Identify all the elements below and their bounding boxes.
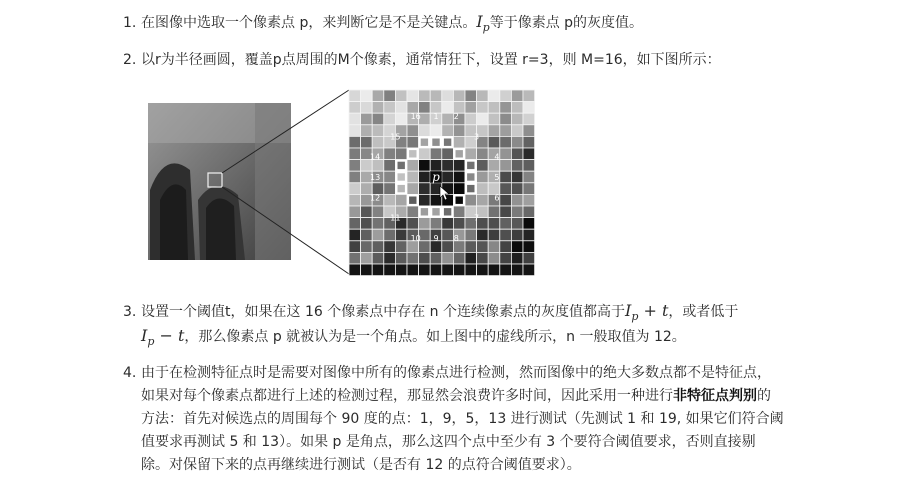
grid-pixel bbox=[349, 264, 361, 276]
grid-pixel bbox=[407, 183, 419, 195]
grid-pixel bbox=[349, 252, 361, 264]
grid-pixel bbox=[500, 102, 512, 114]
grid-pixel bbox=[523, 160, 535, 172]
grid-pixel bbox=[477, 160, 489, 172]
step-4-line-4: 值要求再测试 5 和 13）。如果 p 是角点，那么这四个点中至少有 3 个要符合阈值要求，否则直接剔 bbox=[141, 434, 756, 450]
grid-pixel bbox=[465, 241, 477, 253]
step-1-text-b: 等于像素点 p的灰度值。 bbox=[489, 15, 644, 31]
step-3-text-b: ，或者低于 bbox=[668, 304, 739, 320]
grid-pixel bbox=[372, 252, 384, 264]
grid-pixel bbox=[430, 148, 442, 160]
grid-pixel bbox=[395, 194, 407, 206]
grid-pixel bbox=[453, 136, 465, 148]
grid-pixel bbox=[407, 218, 419, 230]
grid-pixel bbox=[372, 136, 384, 148]
grid-pixel bbox=[465, 252, 477, 264]
math-ip-plus-t: $I_p + t$ bbox=[624, 301, 669, 324]
grid-pixel bbox=[465, 102, 477, 114]
grid-pixel bbox=[523, 171, 535, 183]
grid-pixel bbox=[500, 148, 512, 160]
grid-pixel bbox=[407, 125, 419, 137]
grid-pixel bbox=[511, 241, 523, 253]
grid-pixel bbox=[349, 90, 361, 102]
grid-pixel bbox=[500, 136, 512, 148]
grid-pixel bbox=[500, 264, 512, 276]
grid-pixel bbox=[395, 90, 407, 102]
grid-pixel bbox=[395, 148, 407, 160]
circle-label: 13 bbox=[370, 173, 381, 182]
grid-pixel bbox=[419, 160, 431, 172]
grid-pixel bbox=[442, 218, 454, 230]
grid-pixel bbox=[511, 183, 523, 195]
grid-pixel bbox=[523, 252, 535, 264]
grid-pixel bbox=[477, 113, 489, 125]
grid-pixel bbox=[453, 218, 465, 230]
grid-pixel bbox=[511, 125, 523, 137]
grid-pixel bbox=[349, 160, 361, 172]
circle-label: 14 bbox=[370, 152, 381, 162]
circle-label: 11 bbox=[390, 213, 401, 223]
grid-pixel bbox=[361, 206, 373, 218]
grid-pixel bbox=[349, 194, 361, 206]
grid-pixel bbox=[384, 160, 396, 172]
grid-pixel bbox=[488, 125, 500, 137]
grid-pixel bbox=[407, 160, 419, 172]
step-4-line-2: 如果对每个像素点都进行上述的检测过程，那显然会浪费许多时间，因此采用一种进行非特征点判别的 bbox=[141, 388, 771, 404]
grid-pixel bbox=[523, 136, 535, 148]
grid-pixel bbox=[419, 218, 431, 230]
grid-pixel bbox=[384, 229, 396, 241]
grid-pixel bbox=[442, 241, 454, 253]
grid-pixel bbox=[361, 125, 373, 137]
grid-pixel bbox=[372, 90, 384, 102]
grid-pixel bbox=[442, 102, 454, 114]
grid-pixel bbox=[488, 113, 500, 125]
grid-pixel bbox=[395, 113, 407, 125]
grid-pixel bbox=[523, 102, 535, 114]
grid-pixel bbox=[372, 229, 384, 241]
step-number: 2. bbox=[123, 52, 137, 68]
grid-pixel bbox=[442, 90, 454, 102]
grid-pixel bbox=[500, 241, 512, 253]
grid-pixel bbox=[372, 125, 384, 137]
grid-pixel bbox=[465, 194, 477, 206]
grid-pixel bbox=[419, 125, 431, 137]
grid-pixel bbox=[500, 252, 512, 264]
grid-pixel bbox=[419, 264, 431, 276]
grid-pixel bbox=[372, 241, 384, 253]
grid-pixel bbox=[477, 148, 489, 160]
grid-pixel bbox=[453, 160, 465, 172]
step-4-line-1: 由于在检测特征点时是需要对图像中所有的像素点进行检测，然而图像中的绝大多数点都不是特征点， bbox=[141, 365, 771, 381]
circle-label: 7 bbox=[474, 213, 480, 223]
grid-pixel bbox=[488, 90, 500, 102]
grid-pixel bbox=[384, 148, 396, 160]
bold-term: 非特征点判别 bbox=[673, 388, 757, 404]
grid-pixel bbox=[488, 206, 500, 218]
source-photo bbox=[148, 103, 291, 260]
grid-pixel bbox=[500, 218, 512, 230]
grid-pixel bbox=[453, 264, 465, 276]
grid-pixel bbox=[453, 171, 465, 183]
grid-pixel bbox=[511, 102, 523, 114]
grid-pixel bbox=[349, 206, 361, 218]
grid-pixel bbox=[419, 183, 431, 195]
grid-pixel bbox=[523, 90, 535, 102]
grid-pixel bbox=[361, 264, 373, 276]
grid-pixel bbox=[488, 241, 500, 253]
grid-pixel bbox=[465, 229, 477, 241]
grid-pixel bbox=[523, 241, 535, 253]
grid-pixel bbox=[349, 229, 361, 241]
step-4-line-5: 除。对保留下来的点再继续进行测试（是否有 12 的点符合阈值要求）。 bbox=[141, 457, 581, 473]
grid-pixel bbox=[384, 171, 396, 183]
step-4 bbox=[123, 361, 823, 385]
grid-pixel bbox=[384, 90, 396, 102]
circle-label: 6 bbox=[494, 193, 500, 203]
grid-pixel bbox=[384, 241, 396, 253]
grid-pixel bbox=[430, 252, 442, 264]
grid-pixel bbox=[361, 241, 373, 253]
grid-pixel bbox=[395, 264, 407, 276]
grid-pixel bbox=[384, 183, 396, 195]
grid-pixel bbox=[477, 102, 489, 114]
grid-pixel bbox=[361, 136, 373, 148]
grid-pixel bbox=[372, 218, 384, 230]
grid-pixel bbox=[477, 194, 489, 206]
grid-pixel bbox=[523, 206, 535, 218]
grid-pixel bbox=[384, 113, 396, 125]
grid-pixel bbox=[465, 148, 477, 160]
step-3-text-c: ，那么像素点 p 就被认为是一个角点。如上图中的虚线所示，n 一般取值为 12。 bbox=[184, 329, 686, 345]
grid-pixel bbox=[361, 90, 373, 102]
circle-label: 9 bbox=[433, 233, 439, 243]
grid-pixel bbox=[349, 218, 361, 230]
grid-pixel bbox=[453, 125, 465, 137]
grid-pixel bbox=[523, 194, 535, 206]
grid-pixel bbox=[500, 206, 512, 218]
grid-pixel bbox=[442, 229, 454, 241]
grid-pixel bbox=[453, 206, 465, 218]
grid-pixel bbox=[442, 264, 454, 276]
grid-pixel bbox=[419, 171, 431, 183]
grid-pixel bbox=[442, 171, 454, 183]
grid-pixel bbox=[442, 252, 454, 264]
grid-pixel bbox=[453, 90, 465, 102]
grid-pixel bbox=[395, 229, 407, 241]
step-1-text-a: 在图像中选取一个像素点 p，来判断它是不是关键点。 bbox=[141, 15, 477, 31]
step-number: 3. bbox=[123, 304, 137, 320]
grid-pixel bbox=[511, 264, 523, 276]
grid-pixel bbox=[500, 183, 512, 195]
circle-label: 16 bbox=[410, 112, 421, 122]
circle-label: 4 bbox=[494, 152, 500, 162]
grid-pixel bbox=[511, 252, 523, 264]
grid-pixel bbox=[477, 252, 489, 264]
grid-pixel bbox=[372, 264, 384, 276]
grid-pixel bbox=[500, 229, 512, 241]
circle-label: 3 bbox=[474, 132, 480, 142]
grid-pixel bbox=[419, 252, 431, 264]
grid-pixel bbox=[349, 171, 361, 183]
step-3-text-a: 设置一个阈值t，如果在这 16 个像素点中存在 n 个连续像素点的灰度值都高于 bbox=[141, 304, 625, 320]
grid-pixel bbox=[523, 229, 535, 241]
grid-pixel bbox=[523, 218, 535, 230]
step-4-line-3: 方法：首先对候选点的周围每个 90 度的点：1，9，5，13 进行测试（先测试 1 和 19, 如果它们符合阈 bbox=[141, 411, 784, 427]
step-number: 1. bbox=[123, 15, 137, 31]
grid-pixel bbox=[442, 113, 454, 125]
grid-pixel bbox=[372, 206, 384, 218]
circle-label: 8 bbox=[453, 233, 459, 243]
step-2-text: 以r为半径画圆，覆盖p点周围的M个像素，通常情狂下，设置 r=3，则 M=16，如下图所示： bbox=[141, 52, 721, 68]
grid-pixel bbox=[407, 264, 419, 276]
grid-pixel bbox=[477, 90, 489, 102]
grid-pixel bbox=[384, 264, 396, 276]
grid-pixel bbox=[419, 148, 431, 160]
grid-pixel bbox=[500, 160, 512, 172]
grid-pixel bbox=[511, 160, 523, 172]
grid-pixel bbox=[488, 229, 500, 241]
math-ip: $I_p$ bbox=[476, 12, 490, 35]
grid-pixel bbox=[453, 183, 465, 195]
grid-pixel bbox=[500, 125, 512, 137]
grid-pixel bbox=[511, 194, 523, 206]
grid-pixel bbox=[488, 218, 500, 230]
grid-pixel bbox=[511, 171, 523, 183]
grid-pixel bbox=[500, 90, 512, 102]
grid-pixel bbox=[477, 229, 489, 241]
grid-pixel bbox=[477, 241, 489, 253]
grid-pixel bbox=[442, 148, 454, 160]
grid-pixel bbox=[407, 136, 419, 148]
grid-pixel bbox=[477, 183, 489, 195]
grid-pixel bbox=[349, 136, 361, 148]
grid-pixel bbox=[384, 252, 396, 264]
grid-pixel bbox=[395, 241, 407, 253]
grid-pixel bbox=[442, 125, 454, 137]
circle-label: 2 bbox=[453, 112, 459, 122]
circle-label: 5 bbox=[494, 173, 500, 182]
grid-pixel bbox=[430, 125, 442, 137]
grid-pixel bbox=[407, 206, 419, 218]
grid-pixel bbox=[349, 113, 361, 125]
grid-pixel bbox=[477, 171, 489, 183]
grid-pixel bbox=[349, 148, 361, 160]
math-ip-minus-t: $I_p - t$ bbox=[141, 326, 185, 349]
grid-pixel bbox=[511, 113, 523, 125]
grid-pixel bbox=[349, 102, 361, 114]
grid-pixel bbox=[384, 194, 396, 206]
grid-pixel bbox=[511, 229, 523, 241]
grid-pixel bbox=[465, 264, 477, 276]
step-number: 4. bbox=[123, 365, 137, 381]
grid-pixel bbox=[477, 264, 489, 276]
grid-pixel bbox=[430, 264, 442, 276]
grid-pixel bbox=[465, 90, 477, 102]
grid-pixel bbox=[361, 113, 373, 125]
step-3-cont bbox=[123, 324, 841, 354]
grid-pixel bbox=[361, 229, 373, 241]
grid-pixel bbox=[395, 252, 407, 264]
grid-pixel bbox=[500, 113, 512, 125]
grid-pixel bbox=[349, 125, 361, 137]
grid-pixel bbox=[511, 206, 523, 218]
grid-pixel bbox=[372, 113, 384, 125]
grid-pixel bbox=[361, 252, 373, 264]
circle-label: 1 bbox=[433, 112, 439, 122]
grid-pixel bbox=[349, 241, 361, 253]
grid-pixel bbox=[511, 136, 523, 148]
grid-pixel bbox=[361, 218, 373, 230]
grid-pixel bbox=[523, 125, 535, 137]
grid-pixel bbox=[430, 90, 442, 102]
grid-pixel bbox=[395, 102, 407, 114]
grid-pixel bbox=[488, 102, 500, 114]
grid-pixel bbox=[453, 252, 465, 264]
grid-pixel bbox=[430, 218, 442, 230]
circle-label: 10 bbox=[410, 233, 421, 243]
grid-pixel bbox=[523, 148, 535, 160]
grid-pixel bbox=[511, 148, 523, 160]
grid-pixel bbox=[361, 102, 373, 114]
grid-pixel bbox=[488, 264, 500, 276]
grid-pixel bbox=[523, 264, 535, 276]
grid-pixel bbox=[465, 113, 477, 125]
grid-pixel bbox=[419, 90, 431, 102]
grid-pixel bbox=[523, 183, 535, 195]
grid-pixel bbox=[349, 183, 361, 195]
grid-pixel bbox=[488, 252, 500, 264]
grid-pixel bbox=[511, 218, 523, 230]
circle-label: 15 bbox=[390, 132, 401, 142]
grid-pixel bbox=[407, 171, 419, 183]
grid-pixel bbox=[442, 160, 454, 172]
grid-pixel bbox=[500, 171, 512, 183]
grid-pixel bbox=[523, 113, 535, 125]
grid-pixel bbox=[488, 136, 500, 148]
circle-label: 12 bbox=[370, 193, 381, 203]
grid-pixel bbox=[407, 252, 419, 264]
grid-pixel bbox=[384, 102, 396, 114]
grid-pixel bbox=[419, 194, 431, 206]
grid-pixel bbox=[511, 90, 523, 102]
center-pixel-label: p bbox=[432, 170, 440, 184]
grid-pixel bbox=[500, 194, 512, 206]
grid-pixel bbox=[372, 102, 384, 114]
grid-pixel bbox=[407, 90, 419, 102]
